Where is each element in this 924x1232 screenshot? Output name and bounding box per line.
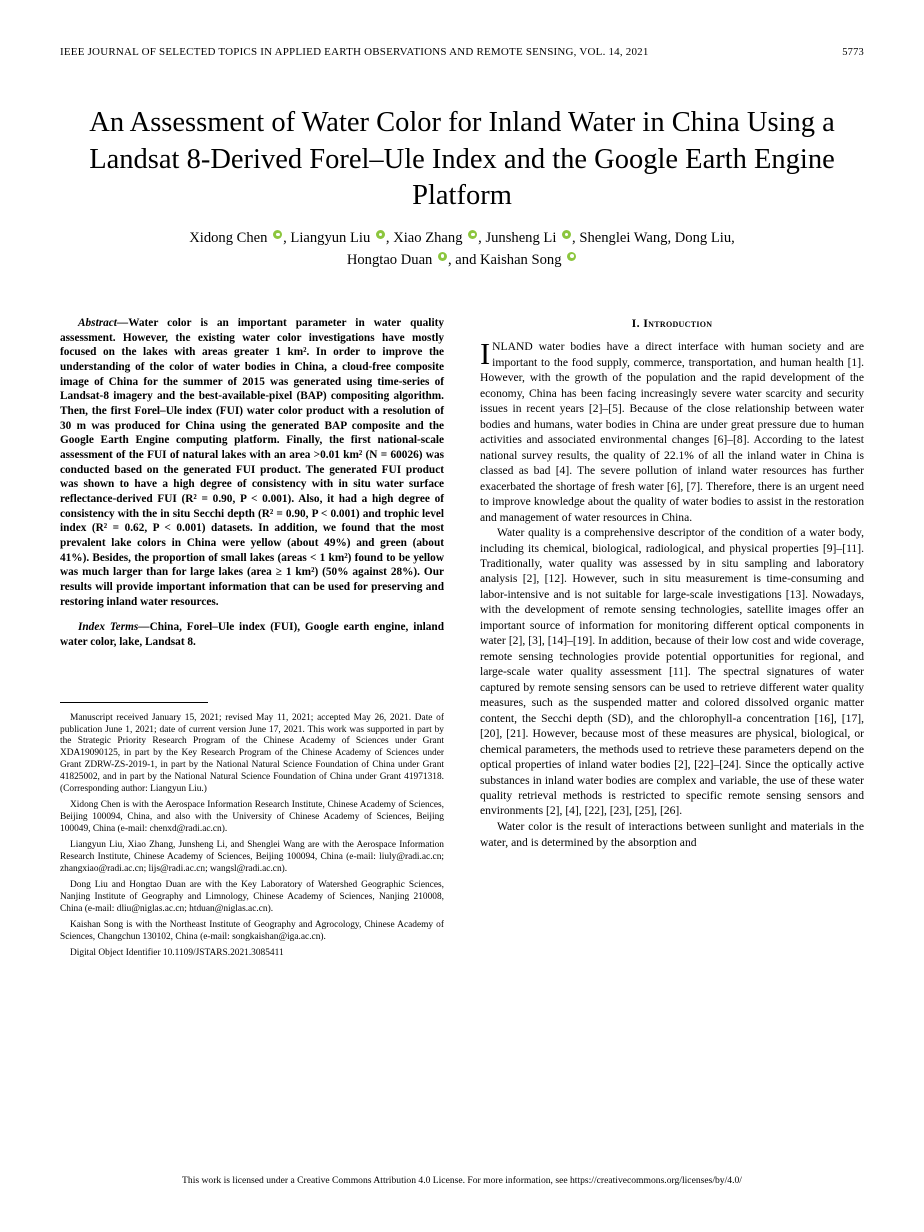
footnote-block	[60, 713, 444, 961]
footnote-rule	[60, 702, 208, 703]
author-hongtao-duan: Hongtao Duan	[346, 251, 436, 268]
orcid-icon	[567, 252, 576, 261]
footnote-author-affiliation-4: Kaishan Song is with the Northeast Institute of Geography and Agrocology, Chinese Academy of Sciences, Changchun 130102, China (e-mail: songkaishan@iga.ac.cn).	[60, 920, 444, 943]
right-column	[480, 316, 864, 851]
orcid-icon	[468, 230, 477, 239]
footnote-author-affiliation-1: Xidong Chen is with the Aerospace Information Research Institute, Chinese Academy of Sciences, Beijing 100094, China, and also with the University of Chinese Academy of Sciences, Beijing 100049, China (e-mail: chenxd@radi.ac.cn).	[60, 800, 444, 834]
orcid-icon	[438, 252, 447, 261]
intro-paragraph-3: Water color is the result of interactions between sunlight and materials in the water, and is determined by the absorption and	[480, 820, 864, 849]
left-column	[60, 316, 444, 965]
license-footer: This work is licensed under a Creative Commons Attribution 4.0 License. For more information, see https://creativecommons.org/licenses/by/4.0/	[182, 1175, 742, 1186]
author-junsheng-li: , Junsheng Li	[478, 230, 561, 246]
author-xiao-zhang: , Xiao Zhang	[385, 230, 467, 246]
orcid-icon	[376, 230, 385, 239]
footnote-author-affiliation-3: Dong Liu and Hongtao Duan are with the Key Laboratory of Watershed Geographic Sciences, Nanjing Institute of Geography and Limnology, Chinese Academy of Sciences, Nanjing 210008, China (e-mail: dliu@niglas.ac.cn; htduan@niglas.ac.cn).	[60, 880, 444, 914]
drop-cap-letter: I	[480, 337, 491, 372]
footnote-doi: Digital Object Identifier 10.1109/JSTARS.2021.3085411	[70, 948, 284, 959]
author-kaishan-song: , and Kaishan Song	[448, 251, 566, 268]
intro-paragraph-1	[480, 339, 864, 525]
author-list	[88, 228, 836, 272]
abstract-text: Water color is an important parameter in water quality assessment. However, the existing water color investigations have mostly focused on the lakes with areas greater 1 km². In order to improve the understanding of the color of water bodies in China, a cloud-free composite image of China for the summer of 2015 was generated using time-series of Landsat-8 imagery and the best-available-pixel (BAP) compositing algorithm. Then, the first Forel–Ule index (FUI) water color product with a resolution of 30 m was produced for China using the generated BAP composite and the Google Earth Engine computing platform. Finally, the first national-scale assessment of the FUI of natural lakes with an area >0.01 km² (N = 60026) was conducted based on the generated FUI product. The generated FUI product was shown to have a high degree of consistency with in situ water surface reflectance-derived FUI (R² = 0.90, P < 0.001). Also, it had a high degree of consistency with the in situ Secchi depth (R² = 0.90, P < 0.001) and trophic level index (R² = 0.62, P < 0.001) datasets. In addition, we found that the most prevalent lake colors in China were yellow (about 49%) and green (about 41%). Besides, the proportion of small lakes (areas < 1 km²) found to be yellow was much larger than for large lakes (area ≥ 1 km²) (50% against 28%). Our results will provide important information that can be used for preserving and restoring inland water resources.	[60, 317, 444, 608]
index-terms-lead-in: Index Terms—	[78, 621, 150, 634]
running-head	[60, 46, 864, 58]
author-xidong-chen: Xidong Chen	[189, 230, 272, 246]
abstract-paragraph	[60, 316, 444, 609]
intro-paragraph-2: Water quality is a comprehensive descriptor of the condition of a water body, including its chemical, biological, radiological, and physical properties [9]–[11]. Traditionally, water quality was assessed by in situ sampling and laboratory analysis [2], [12]. However, such in situ measurement is time-consuming and labor-intensive and is not suitable for large-scale investigations [13]. Nowadays, with the development of remote sensing technologies, satellite images offer an important source of information for monitoring different optical components in water [2], [3], [14]–[19]. In addition, because of their low cost and wide coverage, remote sensing technologies provide potential opportunities for regional, and large-scale water quality assessment [11]. The spectral signatures of water captured by remote sensing sensors can be used to retrieve different water quality measures, such as the suspended matter and colored dissolved organic matter content, the Secchi depth (SD), and the chlorophyll-a concentration [16], [17], [20], [21]. However, because most of these measures are physical, biological, or chemical parameters, the methods used to retrieve these parameters depend on the optical properties of inland water bodies [2], [22]–[24]. Since the optically active substances in inland water bodies are complex and variable, the use of these water quality retrieval methods is restricted to specific remote sensing sensors and environments [2], [4], [22], [23], [25], [26].	[480, 526, 864, 818]
footnote-manuscript-info: Manuscript received January 15, 2021; revised May 11, 2021; accepted May 26, 2021. Date of publication June 1, 2021; date of current version June 17, 2021. This work was supported in part by the Strategic Priority Research Program of the Chinese Academy of Sciences under Grant XDA19090125, in part by the Key Research Program of the Chinese Academy of Sciences under Grant ZDRW-ZS-2019-1, in part by the National Natural Science Foundation of China under Grant 41825002, and in part by the National Natural Science Foundation of China under Grant 41971318. (Corresponding author: Liangyun Liu.)	[60, 712, 444, 794]
orcid-icon	[273, 230, 282, 239]
index-terms-text: China, Forel–Ule index (FUI), Google earth engine, inland water color, lake, Landsat 8.	[60, 621, 444, 649]
running-head-page-number: 5773	[842, 47, 864, 58]
intro-paragraph-1-text: NLAND water bodies have a direct interface with human society and are important to the food supply, commerce, transportation, and human health [1]. However, with the growth of the population and the rapid development of the economy, China has been facing increasingly severe water scarcity and security issues in recent years [2]–[5]. Because of the close relationship between water bodies and humans, water bodies in China are under great pressure due to human activities and associated environmental changes [6]–[8]. According to the latest national survey results, the quality of 22.1% of all the inland water in China is classed as bad [4]. The severe pollution of inland water resources has further exacerbated the shortage of fresh water [6], [7]. Therefore, there is an urgent need to improve knowledge about the quality of water bodies to assist in the restoration and management of water resources in China.	[480, 340, 864, 524]
author-liangyun-liu: , Liangyun Liu	[283, 230, 374, 246]
abstract-lead-in: Abstract—	[78, 317, 129, 329]
section-heading-introduction: I. Introduction	[631, 316, 713, 330]
index-terms-paragraph	[60, 620, 444, 649]
orcid-icon	[562, 230, 571, 239]
running-head-journal: IEEE JOURNAL OF SELECTED TOPICS IN APPLIED EARTH OBSERVATIONS AND REMOTE SENSING, VOL. 14, 2021	[60, 46, 649, 58]
two-column-body	[60, 316, 864, 1156]
footnote-author-affiliation-2: Liangyun Liu, Xiao Zhang, Junsheng Li, and Shenglei Wang are with the Aerospace Information Research Institute, Chinese Academy of Sciences, Beijing 100094, China (e-mail: liuly@radi.ac.cn; zhangxiao@radi.ac.cn; lijs@radi.ac.cn; wangsl@radi.ac.cn).	[60, 840, 444, 874]
page-title: An Assessment of Water Color for Inland Water in China Using a Landsat 8-Derived Forel–Ule Index and the Google Earth Engine Platform	[89, 107, 835, 212]
author-others-line1: , Shenglei Wang, Dong Liu,	[572, 230, 735, 246]
